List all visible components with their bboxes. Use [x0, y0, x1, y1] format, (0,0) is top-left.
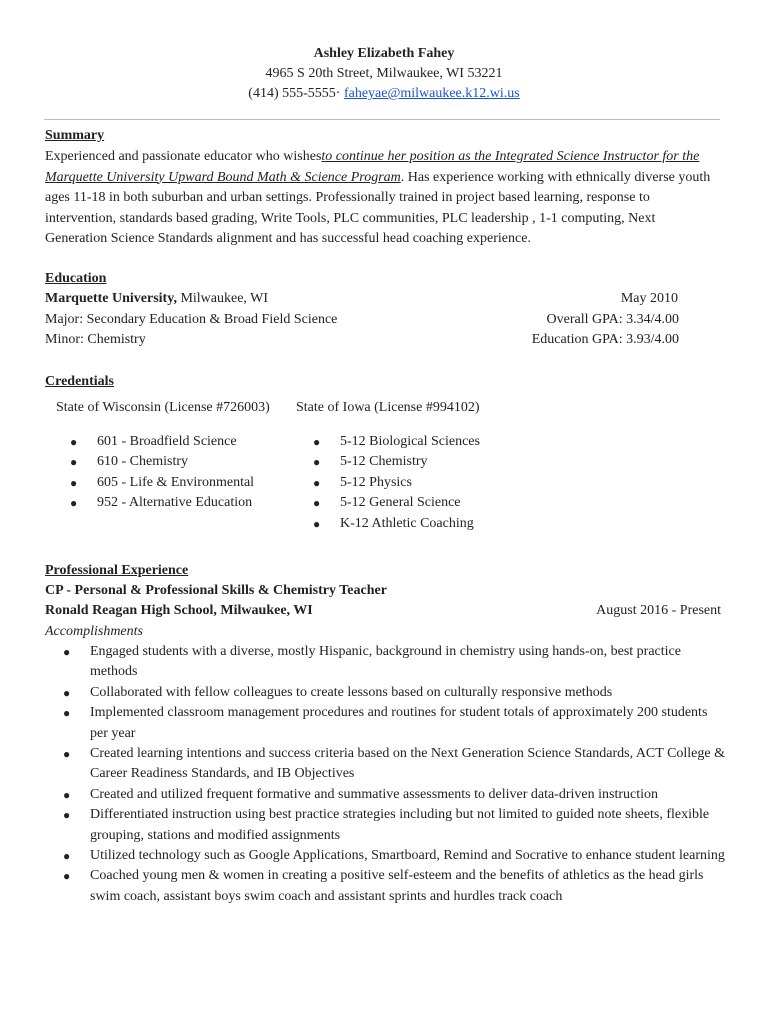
employer: Ronald Reagan High School, Milwaukee, WI: [45, 603, 313, 618]
list-item: ● Differentiated instruction using best practice strategies including but not limited to guided note sheets, flexible grouping, stations and modified assignments: [63, 807, 710, 843]
bullet-icon: ●: [70, 455, 78, 470]
header-divider: [44, 119, 720, 120]
email-link[interactable]: faheyae@milwaukee.k12.wi.us: [343, 86, 520, 101]
list-item: ● Utilized technology such as Google Applications, Smartboard, Remind and Socrative to enhance student learning: [63, 846, 725, 866]
bullet-icon: ●: [70, 496, 78, 511]
overall-gpa: Overall GPA: 3.34/4.00: [546, 312, 679, 327]
bullet-icon: ●: [313, 475, 321, 490]
iowa-credential-list: [313, 432, 480, 534]
list-item: ● Collaborated with fellow colleagues to create lessons based on culturally responsive methods: [63, 683, 725, 703]
school-location: Milwaukee, WI: [176, 291, 269, 306]
school-name: Marquette University,: [45, 291, 177, 306]
bullet-icon: ●: [63, 787, 71, 802]
phone: (414) 555-5555·: [248, 86, 341, 101]
bullet-icon: ●: [63, 747, 71, 762]
list-item: ● Created learning intentions and success criteria based on the Next Generation Science Standards, ACT College & Career Readiness Standards, and IB Objectives: [63, 746, 725, 782]
summary-objective: to continue her position as the Integrated Science Instructor for the Marquette University Upward Bound Math & Science Program: [45, 149, 700, 185]
summary-heading: Summary: [45, 128, 105, 143]
contact-header: [0, 44, 768, 104]
bullet-icon: ●: [63, 869, 71, 884]
bullet-icon: ●: [63, 808, 71, 823]
list-item: ● 5-12 Biological Sciences: [313, 432, 480, 452]
education-gpa: Education GPA: 3.93/4.00: [531, 332, 679, 347]
education-heading: Education: [45, 271, 107, 286]
bullet-icon: ●: [313, 435, 321, 449]
bullet-icon: ●: [313, 516, 321, 531]
phone-email-line: [0, 84, 768, 104]
list-item: ● 5-12 Physics: [313, 473, 480, 493]
list-item: ● Coached young men & women in creating a positive self-esteem and the benefits of athletics as the head girls swim coach, assistant boys swim coach and assistant sprints and hurdles track coach: [63, 868, 704, 904]
graduation-date: May 2010: [620, 291, 678, 306]
bullet-icon: ●: [63, 706, 71, 721]
list-item: ● Created and utilized frequent formative and summative assessments to deliver data-driven instruction: [63, 785, 725, 805]
list-item: ● 605 - Life & Environmental: [70, 473, 254, 493]
list-item: ● K-12 Athletic Coaching: [313, 514, 480, 534]
employment-dates: August 2016 - Present: [596, 603, 721, 618]
credentials-heading: Credentials: [45, 374, 114, 389]
experience-heading: Professional Experience: [45, 563, 189, 578]
iowa-license: State of Iowa (License #994102): [296, 400, 480, 415]
list-item: ● 610 - Chemistry: [70, 452, 254, 472]
accomplishments-list: [63, 642, 725, 907]
major: Major: Secondary Education & Broad Field Science: [45, 312, 338, 327]
bullet-icon: ●: [70, 475, 78, 490]
list-item: ● 5-12 Chemistry: [313, 452, 480, 472]
list-item: ● Engaged students with a diverse, mostly Hispanic, background in chemistry using hands-on, best practice methods: [63, 644, 681, 680]
bullet-icon: ●: [313, 455, 321, 470]
wisconsin-credential-list: [70, 432, 254, 514]
bullet-icon: ●: [70, 435, 78, 449]
bullet-icon: ●: [63, 849, 71, 864]
summary-text: Experienced and passionate educator who wishesto continue her position as the Integrated Science Instructor for the Marquette University Upward Bound Math & Science Program. Has experience working with ethnically diverse youth ages 11-18 in both suburban and urban settings. Professionally trained in project based learning, response to intervention, standards based grading, Write Tools, PLC communities, PLC leadership , 1-1 computing, Next Generation Science Standards alignment and has successful head coaching experience.: [45, 149, 711, 246]
list-item: ● 952 - Alternative Education: [70, 493, 254, 513]
bullet-icon: ●: [63, 645, 71, 659]
applicant-name: Ashley Elizabeth Fahey: [313, 46, 455, 61]
list-item: ● Implemented classroom management procedures and routines for student totals of approximately 200 students per year: [63, 705, 708, 741]
list-item: ● 5-12 General Science: [313, 493, 480, 513]
wisconsin-license: State of Wisconsin (License #726003): [56, 400, 270, 415]
list-item: ● 601 - Broadfield Science: [70, 432, 254, 452]
minor: Minor: Chemistry: [45, 332, 146, 347]
bullet-icon: ●: [63, 685, 71, 700]
resume-page: Ashley Elizabeth Fahey 4965 S 20th Street, Milwaukee, WI 53221 (414) 555-5555· faheyae@milwaukee.k12.wi.us Summary Experienced and passionate educator who wishesto continue her position as the Integrated Science Instructor for the Marquette University Upward Bound Math & Science Program. Has experience working with ethnically diverse youth ages 11-18 in both suburban and urban settings. Professionally trained in project based learning, response to intervention, standards based grading, Write Tools, PLC communities, PLC leadership , 1-1 computing, Next Generation Science Standards alignment and has successful head coaching experience. Education Marquette University, Milwaukee, WI May 2010 Major: Secondary Education & Broad Field Science Overall GPA: 3.34/4.00 Minor: Chemistry Education GPA: 3.93/4.00 Credentials State of Wisconsin (License #726003) State of Iowa (License #994102) ● 601 - Broadfield Science ● 610 - Chemistry ● 605 - Life & Environmental ● 952 - Alternative Education ● 5-12 Biological Sciences ● 5-12 Chemistry ● 5-12 Physics ● 5-12 General Science ● K-12 Athletic Coaching Professional Experience CP - Personal & Professional Skills & Chemistry Teacher Ronald Reagan High School, Milwaukee, WI August 2016 - Present Accomplishments ● Engaged students with a diverse, mostly Hispanic, background in chemistry using hands-on, best practice methods ● Collaborated with fellow colleagues to create lessons based on culturally responsive methods ● Implemented classroom management procedures and routines for student totals of approximately 200 students per year ● Created learning intentions and success criteria based on the Next Generation Science Standards, ACT College & Career Readiness Standards, and IB Objectives ● Created and utilized frequent formative and summative assessments to deliver data-driven instruction ● Differentiated instruction using best practice strategies including but not limited to guided note sheets, flexible grouping, stations and modified assignments ● Utilized technology such as Google Applications, Smartboard, Remind and Socrative to enhance student learning ● Coached young men & women in creating a positive self-esteem and the benefits of athletics as the head girls swim coach, assistant boys swim coach and assistant sprints and hurdles track coach: [0, 0, 768, 1024]
bullet-icon: ●: [313, 496, 321, 511]
address: 4965 S 20th Street, Milwaukee, WI 53221: [265, 66, 503, 81]
